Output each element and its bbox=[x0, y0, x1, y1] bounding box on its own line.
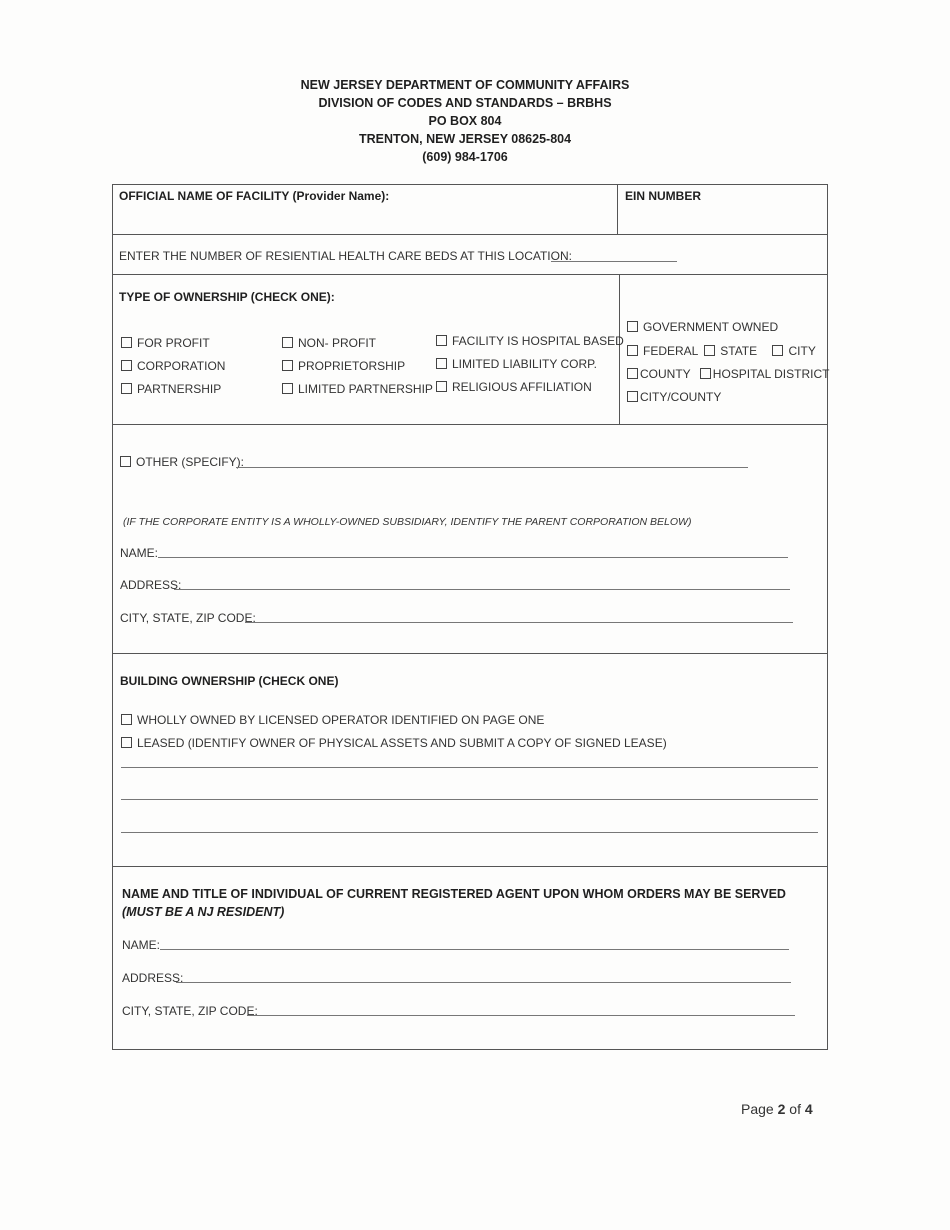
checkbox-wholly-owned[interactable]: WHOLLY OWNED BY LICENSED OPERATOR IDENTIFIED ON PAGE ONE bbox=[121, 713, 544, 727]
lease-input-line[interactable] bbox=[121, 832, 818, 833]
other-input-line[interactable] bbox=[236, 467, 748, 468]
checkbox-leased[interactable]: LEASED (IDENTIFY OWNER OF PHYSICAL ASSETS AND SUBMIT A COPY OF SIGNED LEASE) bbox=[121, 736, 667, 750]
gov-row-2: COUNTY HOSPITAL DISTRICT bbox=[627, 367, 829, 381]
beds-label: ENTER THE NUMBER OF RESIENTIAL HEALTH CARE BEDS AT THIS LOCATION: bbox=[119, 249, 572, 263]
parent-name-label: NAME: bbox=[120, 546, 159, 560]
checkbox-icon[interactable] bbox=[120, 456, 131, 467]
checkbox-icon[interactable] bbox=[282, 383, 293, 394]
checkbox-county[interactable] bbox=[627, 368, 638, 379]
checkbox-for-profit[interactable]: FOR PROFIT bbox=[121, 336, 210, 350]
parent-address-label: ADDRESS: bbox=[120, 578, 182, 592]
form-header bbox=[0, 76, 930, 166]
checkbox-non-profit[interactable]: NON- PROFIT bbox=[282, 336, 376, 350]
agent-subtitle: (MUST BE A NJ RESIDENT) bbox=[122, 905, 285, 919]
parent-city-input-line[interactable] bbox=[245, 622, 793, 623]
agent-city-label: CITY, STATE, ZIP CODE: bbox=[122, 1004, 258, 1018]
checkbox-proprietorship[interactable]: PROPRIETORSHIP bbox=[282, 359, 405, 373]
checkbox-city-county[interactable]: CITY/COUNTY bbox=[627, 390, 721, 404]
subsidiary-note: (IF THE CORPORATE ENTITY IS A WHOLLY-OWNED SUBSIDIARY, IDENTIFY THE PARENT CORPORATION BELOW) bbox=[123, 516, 692, 528]
checkbox-icon[interactable] bbox=[436, 358, 447, 369]
checkbox-government-owned[interactable]: GOVERNMENT OWNED bbox=[627, 320, 778, 334]
parent-address-input-line[interactable] bbox=[174, 589, 790, 590]
official-name-label: OFFICIAL NAME OF FACILITY (Provider Name): bbox=[119, 189, 390, 203]
divider bbox=[113, 653, 827, 654]
checkbox-icon[interactable] bbox=[282, 337, 293, 348]
checkbox-religious-affiliation[interactable]: RELIGIOUS AFFILIATION bbox=[436, 380, 592, 394]
checkbox-federal[interactable] bbox=[627, 345, 638, 356]
checkbox-hospital-based[interactable]: FACILITY IS HOSPITAL BASED bbox=[436, 334, 624, 348]
checkbox-limited-partnership[interactable]: LIMITED PARTNERSHIP bbox=[282, 382, 433, 396]
agent-address-label: ADDRESS: bbox=[122, 971, 184, 985]
divider bbox=[113, 234, 827, 235]
ownership-form bbox=[112, 184, 828, 1050]
divider bbox=[113, 274, 827, 275]
checkbox-icon[interactable] bbox=[121, 337, 132, 348]
gov-row-1: FEDERAL STATE CITY bbox=[627, 344, 816, 358]
header-city: TRENTON, NEW JERSEY 08625-804 bbox=[358, 132, 572, 146]
agent-name-input-line[interactable] bbox=[160, 949, 789, 950]
header-phone: (609) 984-1706 bbox=[422, 150, 508, 164]
building-ownership-title: BUILDING OWNERSHIP (CHECK ONE) bbox=[120, 674, 339, 688]
header-po-box: PO BOX 804 bbox=[428, 114, 502, 128]
checkbox-corporation[interactable]: CORPORATION bbox=[121, 359, 225, 373]
lease-input-line[interactable] bbox=[121, 799, 818, 800]
checkbox-icon[interactable] bbox=[282, 360, 293, 371]
parent-name-input-line[interactable] bbox=[158, 557, 788, 558]
checkbox-icon[interactable] bbox=[436, 335, 447, 346]
checkbox-icon[interactable] bbox=[121, 360, 132, 371]
divider bbox=[619, 274, 620, 424]
parent-city-label: CITY, STATE, ZIP CODE: bbox=[120, 611, 256, 625]
checkbox-icon[interactable] bbox=[121, 714, 132, 725]
checkbox-other[interactable]: OTHER (SPECIFY): bbox=[120, 455, 244, 469]
header-department: NEW JERSEY DEPARTMENT OF COMMUNITY AFFAIRS bbox=[300, 78, 630, 92]
checkbox-llc[interactable]: LIMITED LIABILITY CORP. bbox=[436, 357, 597, 371]
checkbox-city[interactable] bbox=[772, 345, 783, 356]
ein-label: EIN NUMBER bbox=[625, 189, 702, 203]
checkbox-state[interactable] bbox=[704, 345, 715, 356]
ownership-title: TYPE OF OWNERSHIP (CHECK ONE): bbox=[119, 290, 335, 304]
agent-address-input-line[interactable] bbox=[176, 982, 791, 983]
header-division: DIVISION OF CODES AND STANDARDS – BRBHS bbox=[318, 96, 612, 110]
lease-input-line[interactable] bbox=[121, 767, 818, 768]
divider bbox=[617, 185, 618, 234]
checkbox-hospital-district[interactable] bbox=[700, 368, 711, 379]
divider bbox=[113, 866, 827, 867]
page-number: Page 2 of 4 bbox=[741, 1101, 813, 1117]
checkbox-partnership[interactable]: PARTNERSHIP bbox=[121, 382, 221, 396]
checkbox-icon[interactable] bbox=[121, 737, 132, 748]
checkbox-icon[interactable] bbox=[627, 391, 638, 402]
checkbox-icon[interactable] bbox=[121, 383, 132, 394]
checkbox-icon[interactable] bbox=[436, 381, 447, 392]
beds-input-line[interactable] bbox=[551, 261, 677, 262]
agent-city-input-line[interactable] bbox=[247, 1015, 795, 1016]
divider bbox=[113, 424, 827, 425]
checkbox-icon[interactable] bbox=[627, 321, 638, 332]
agent-title: NAME AND TITLE OF INDIVIDUAL OF CURRENT REGISTERED AGENT UPON WHOM ORDERS MAY BE SERVED bbox=[122, 887, 786, 901]
agent-name-label: NAME: bbox=[122, 938, 161, 952]
